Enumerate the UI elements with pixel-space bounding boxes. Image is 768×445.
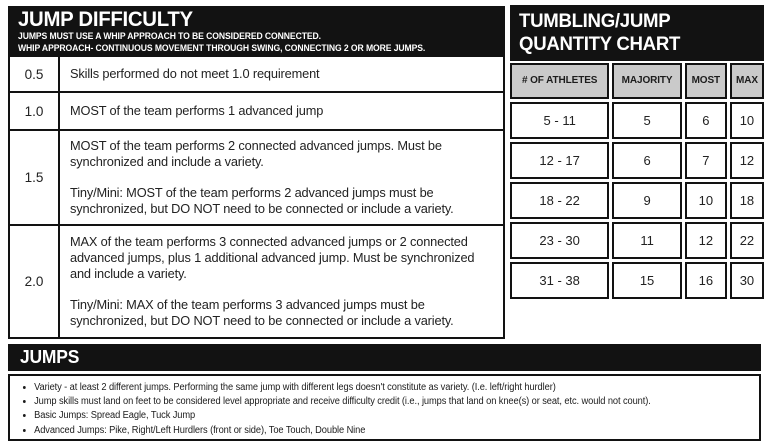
- description-cell: [59, 56, 504, 92]
- score-cell: 1.0: [9, 92, 59, 130]
- description-cell: [59, 225, 504, 338]
- description-text: MOST of the team performs 2 connected advanced jumps. Must be synchronized and include a variety.: [70, 138, 442, 170]
- table-row: [9, 225, 504, 338]
- most-cell: 7: [685, 142, 727, 179]
- description-cell: [59, 92, 504, 130]
- description-text: Skills performed do not meet 1.0 requirement: [70, 65, 320, 81]
- max-cell: 10: [730, 102, 764, 139]
- description-text: Tiny/Mini: MOST of the team performs 2 advanced jumps must be synchronized, but DO NOT need to be connected or include a variety.: [70, 184, 454, 216]
- majority-cell: 11: [612, 222, 681, 259]
- jump-difficulty-subtitle-1: JUMPS MUST USE A WHIP APPROACH TO BE CONSIDERED CONNECTED.: [18, 31, 321, 42]
- jumps-title: JUMPS: [20, 347, 80, 367]
- table-row: [510, 142, 764, 179]
- score-cell: 2.0: [9, 225, 59, 338]
- bullet-item: • Basic Jumps: Spread Eagle, Tuck Jump: [34, 409, 753, 423]
- column-header-athletes: # OF ATHLETES: [510, 63, 609, 99]
- athletes-range-cell: 12 - 17: [510, 142, 609, 179]
- column-header-majority: MAJORITY: [612, 63, 681, 99]
- table-row: [9, 130, 504, 225]
- bullet-item: • Variety - at least 2 different jumps. Performing the same jump with different legs doesn't constitute as variety. (I.e. left/right hurdler): [34, 381, 753, 395]
- bullet-item: • Jump skills must land on feet to be considered level appropriate and receive difficulty credit (i.e., jumps that land on knee(s) or seat, etc. would not count).: [34, 395, 753, 409]
- athletes-range-cell: 31 - 38: [510, 262, 609, 299]
- max-cell: 18: [730, 182, 764, 219]
- jumps-notes-box: [8, 374, 761, 441]
- most-cell: 12: [685, 222, 727, 259]
- majority-cell: 5: [612, 102, 681, 139]
- majority-cell: 9: [612, 182, 681, 219]
- max-cell: 30: [730, 262, 764, 299]
- score-cell: 0.5: [9, 56, 59, 92]
- jumps-bullet-list: [22, 381, 753, 438]
- athletes-range-cell: 23 - 30: [510, 222, 609, 259]
- quantity-chart-title: TUMBLING/JUMP QUANTITY CHART: [519, 11, 681, 56]
- most-cell: 16: [685, 262, 727, 299]
- jump-difficulty-table: [8, 55, 505, 339]
- table-row: [9, 56, 504, 92]
- most-cell: 6: [685, 102, 727, 139]
- description-text: Tiny/Mini: MAX of the team performs 3 advanced jumps must be synchronized, but DO NOT need to be connected or include a variety.: [70, 296, 454, 328]
- jump-difficulty-title: JUMP DIFFICULTY: [18, 8, 193, 31]
- most-cell: 10: [685, 182, 727, 219]
- jump-difficulty-header: [8, 6, 505, 55]
- jump-difficulty-panel: [8, 6, 505, 339]
- majority-cell: 15: [612, 262, 681, 299]
- majority-cell: 6: [612, 142, 681, 179]
- quantity-chart-header: [510, 5, 764, 61]
- bullet-item: • Advanced Jumps: Pike, Right/Left Hurdlers (front or side), Toe Touch, Double Nine: [34, 424, 753, 438]
- quantity-chart-table: [507, 60, 767, 302]
- table-row: [510, 102, 764, 139]
- table-row: [510, 222, 764, 259]
- description-cell: [59, 130, 504, 225]
- score-cell: 1.5: [9, 130, 59, 225]
- max-cell: 22: [730, 222, 764, 259]
- column-header-row: [510, 63, 764, 99]
- table-row: [510, 182, 764, 219]
- description-text: MAX of the team performs 3 connected advanced jumps or 2 connected advanced jumps, plus 1 additional advanced jump. Must be synchronized and include a variety.: [70, 233, 475, 282]
- quantity-chart-panel: [510, 5, 764, 302]
- column-header-most: MOST: [685, 63, 727, 99]
- jumps-header: [8, 344, 761, 371]
- athletes-range-cell: 18 - 22: [510, 182, 609, 219]
- athletes-range-cell: 5 - 11: [510, 102, 609, 139]
- table-row: [510, 262, 764, 299]
- jump-difficulty-subtitle-2: WHIP APPROACH- CONTINUOUS MOVEMENT THROUGH SWING, CONNECTING 2 OR MORE JUMPS.: [18, 42, 426, 53]
- max-cell: 12: [730, 142, 764, 179]
- jumps-panel: [8, 344, 761, 441]
- column-header-max: MAX: [730, 63, 764, 99]
- description-text: MOST of the team performs 1 advanced jump: [70, 102, 324, 118]
- table-row: [9, 92, 504, 130]
